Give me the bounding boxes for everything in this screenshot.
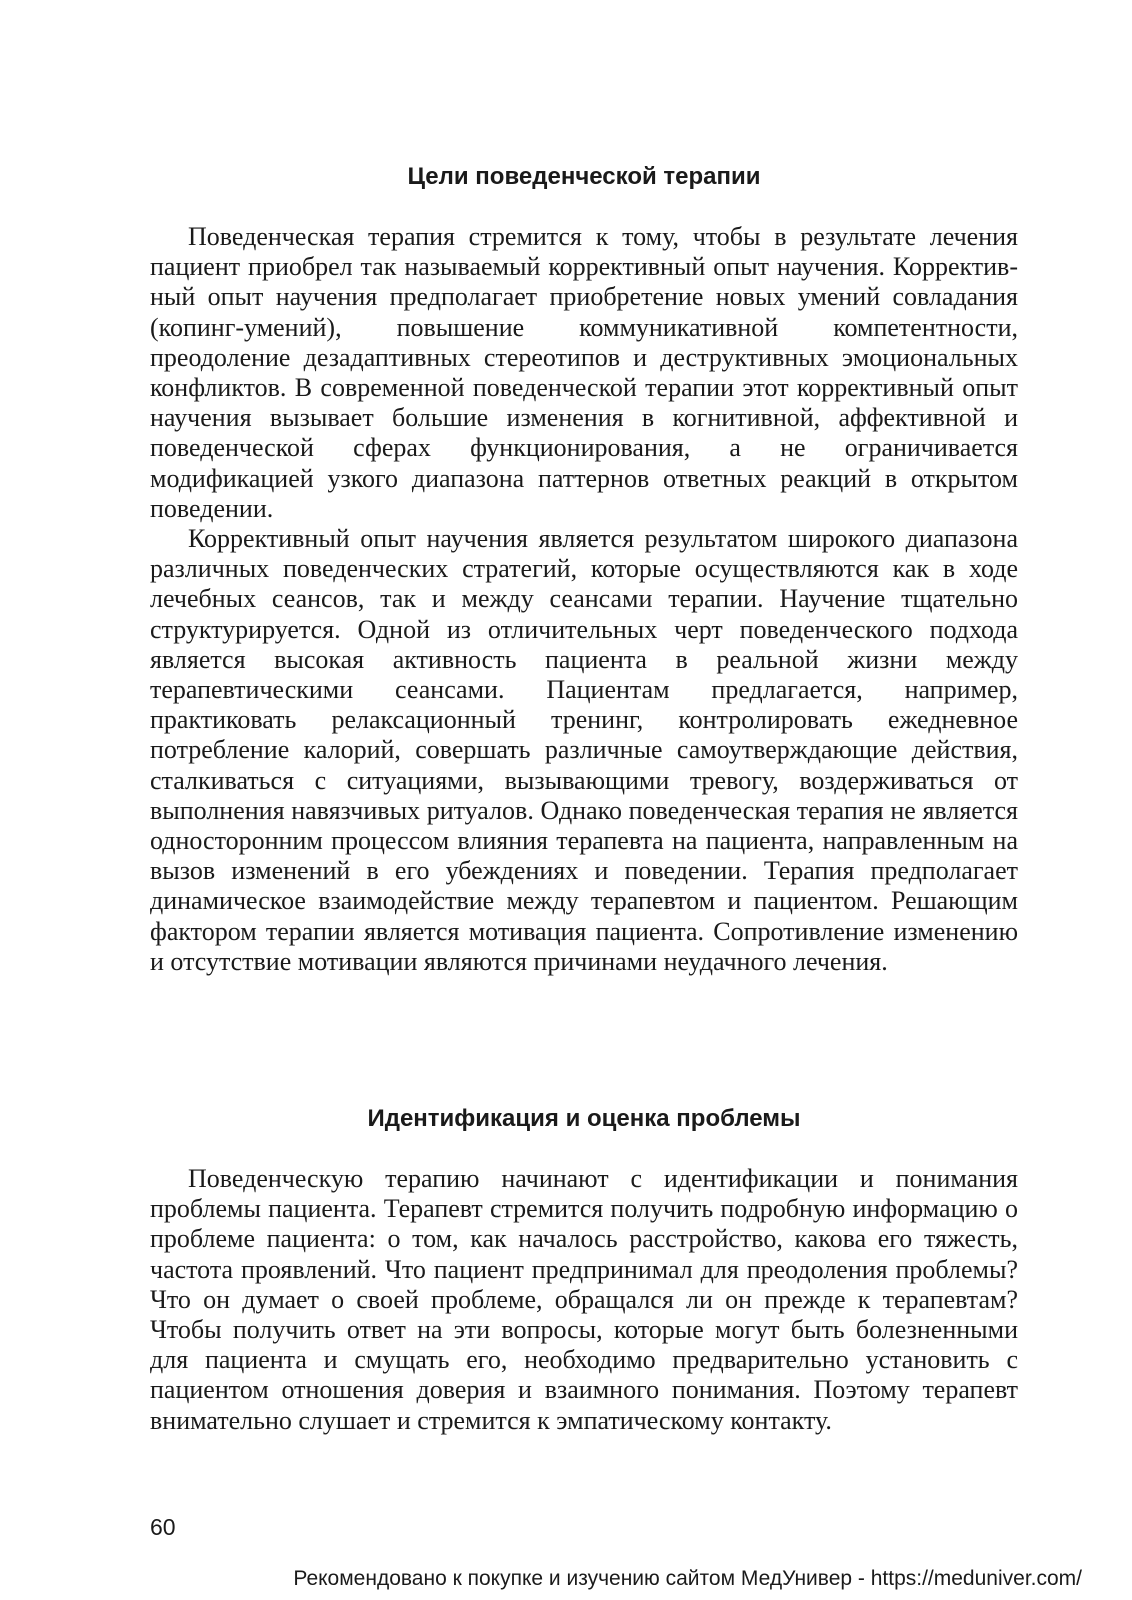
- book-page: [150, 0, 1018, 1600]
- section-heading-behavior-therapy-goals: Цели поведенческой терапии: [407, 163, 761, 190]
- section-heading-problem-identification: Идентификация и оценка проблемы: [367, 1105, 801, 1132]
- section-body-identification: [150, 1164, 1018, 1436]
- paragraph: Поведенческая терапия стремится к тому, чтобы в результате лечения пациент приобрел так называемый коррективный опыт научения. Коррективный опыт научения предполагает приобретение новых умений совладания (копинг-умений), повышение коммуникативной компетентности, преодоление дезадаптивных стереотипов и деструктивных эмоциональных конфликтов. В современной поведенческой терапии этот коррективный опыт научения вызывает большие изменения в когнитивной, аффективной и поведенческой сферах функционирования, а не ограничивается модификацией узкого диапазона паттернов ответных реакций в открытом поведении.: [150, 222, 1018, 523]
- section-body-goals: [150, 222, 1018, 977]
- page-number: 60: [150, 1514, 176, 1540]
- footer-watermark-text: Рекомендовано к покупке и изучению сайтом МедУнивер - https://meduniver.com/: [293, 1567, 1082, 1590]
- paragraph: Поведенческую терапию начинают с идентификации и понимания проблемы пациента. Терапевт стремится получить подробную информацию о проблеме пациента: о том, как началось расстройство, какова его тяжесть, частота проявлений. Что пациент предпринимал для преодоления проблемы? Что он думает о своей проблеме, обращался ли он прежде к терапевтам? Чтобы получить ответ на эти вопросы, которые могут быть болезненными для пациента и смущать его, необходимо предварительно установить с пациентом отношения доверия и взаимного понимания. Поэтому терапевт внимательно слушает и стремится к эмпатическому контакту.: [150, 1164, 1018, 1435]
- paragraph: Коррективный опыт научения является результатом широкого диапазона различных поведенческих стратегий, которые осуществляются как в ходе лечебных сеансов, так и между сеансами терапии. Научение тщательно структурируется. Одной из отличительных черт поведенческого подхода является высокая активность пациента в реальной жизни между терапевтическими сеансами. Пациентам предлагается, например, практиковать релаксационный тренинг, контролировать ежедневное потребление калорий, совершать различные самоутверждающие действия, сталкиваться с ситуациями, вызывающими тревогу, воздерживаться от выполнения навязчивых ритуалов. Однако поведенческая терапия не является односторонним процессом влияния терапевта на пациента, направленным на вызов изменений в его убеждениях и поведении. Терапия предполагает динамическое взаимодействие между терапевтом и пациентом. Решающим фактором терапии является мотивация пациента. Сопротивление изменению и отсутствие мотивации являются причинами неудачного лечения.: [150, 524, 1018, 976]
